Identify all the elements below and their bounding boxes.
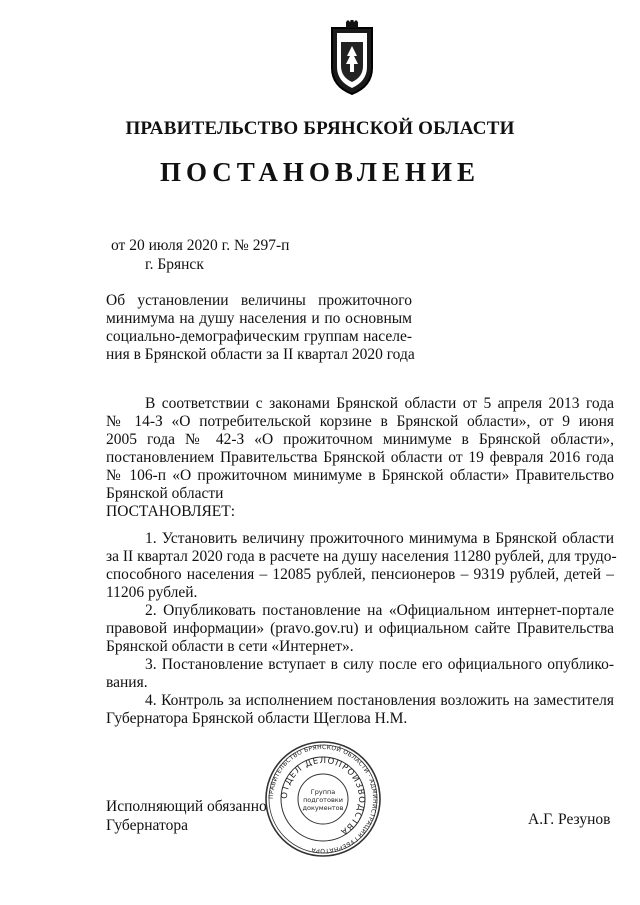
- item-line: вания.: [106, 674, 148, 691]
- government-name: ПРАВИТЕЛЬСТВО БРЯНСКОЙ ОБЛАСТИ: [125, 118, 515, 139]
- preamble-line: 2005 года № 42-З «О прожиточном минимуме в Брянской области»,: [106, 431, 614, 448]
- item-line: Губернатора Брянской области Щеглова Н.М.: [106, 710, 408, 727]
- date-and-number: от 20 июля 2020 г. № 297-п: [111, 237, 290, 254]
- preamble-line: постановлением Правительства Брянской области от 19 февраля 2016 года: [106, 449, 614, 466]
- subject-line: Об установлении величины прожиточного: [106, 292, 412, 309]
- item-line: 4. Контроль за исполнением постановления возложить на заместителя: [145, 692, 614, 709]
- item-line: правовой информации» (pravo.gov.ru) и официальном сайте Правительства: [106, 620, 614, 637]
- coat-of-arms-emblem: [326, 20, 378, 98]
- preamble-line: В соответствии с законами Брянской области от 5 апреля 2013 года: [145, 395, 614, 412]
- preamble-line: № 106-п «О прожиточном минимуме в Брянской области» Правительство: [106, 467, 614, 484]
- item-line: за II квартал 2020 года в расчете на душу населения 11280 рублей, для трудо-: [106, 548, 617, 565]
- preamble-line: № 14-З «О потребительской корзине в Брянской области», от 9 июня: [106, 413, 614, 430]
- item-line: способного населения – 12085 рублей, пенсионеров – 9319 рублей, детей –: [106, 566, 614, 583]
- item-line: Брянской области в сети «Интернет».: [106, 638, 354, 655]
- svg-text:ПРАВИТЕЛЬСТВО БРЯНСКОЙ ОБЛАСТИ: ПРАВИТЕЛЬСТВО БРЯНСКОЙ ОБЛАСТИ · АДМИНИСТРАЦИЯ ГУБЕРНАТОРА: [267, 743, 379, 855]
- official-stamp: [264, 740, 382, 858]
- item-line: 1. Установить величину прожиточного минимума в Брянской области: [145, 530, 614, 547]
- subject-line: социально-демографическим группам населе-: [106, 328, 412, 345]
- document-title: ПОСТАНОВЛЕНИЕ: [159, 157, 481, 187]
- signatory-position: Губернатора: [106, 817, 188, 834]
- svg-text:документов: документов: [302, 804, 344, 812]
- signatory-name: А.Г. Резунов: [528, 811, 611, 828]
- subject-line: минимума на душу населения и по основным: [106, 310, 412, 327]
- svg-text:Группа: Группа: [310, 788, 336, 796]
- preamble-line: Брянской области: [106, 485, 224, 502]
- subject-line: ния в Брянской области за II квартал 2020 года: [106, 346, 415, 363]
- svg-text:ОТДЕЛ ДЕЛОПРОИЗВОДСТВА: ОТДЕЛ ДЕЛОПРОИЗВОДСТВА: [279, 755, 367, 838]
- item-line: 3. Постановление вступает в силу после его официального опублико-: [145, 656, 614, 673]
- resolves-heading: ПОСТАНОВЛЯЕТ:: [106, 503, 236, 520]
- signatory-position: Исполняющий обязанно: [106, 798, 267, 815]
- item-line: 11206 рублей.: [106, 584, 198, 601]
- city: г. Брянск: [145, 256, 204, 273]
- svg-text:подготовки: подготовки: [303, 796, 343, 804]
- item-line: 2. Опубликовать постановление на «Официальном интернет-портале: [145, 602, 614, 619]
